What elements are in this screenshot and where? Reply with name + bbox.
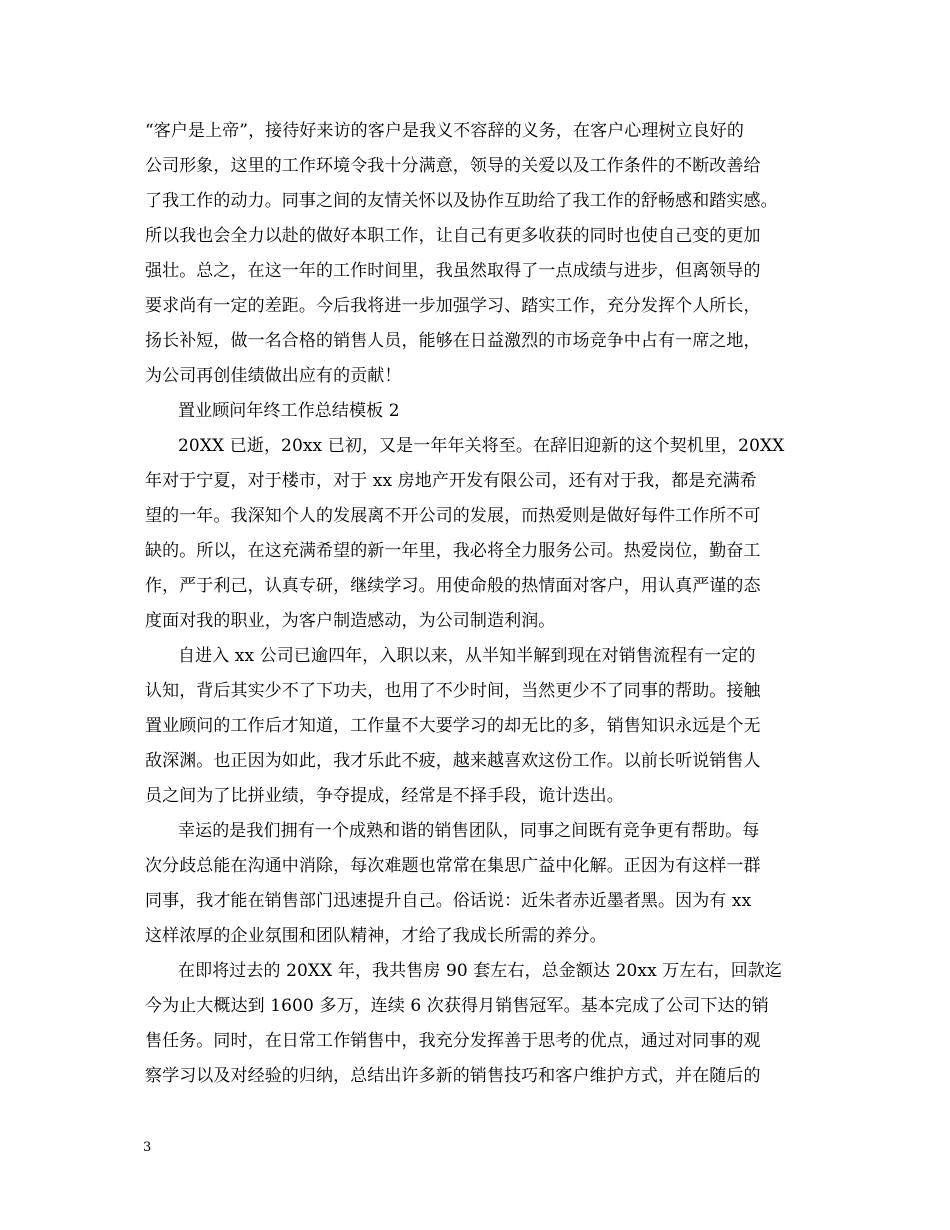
text-line: 察学习以及对经验的归纳，总结出许多新的销售技巧和客户维护方式，并在随后的 <box>145 1066 761 1086</box>
text-line: 强壮。总之，在这一年的工作时间里，我虽然取得了一点成绩与进步，但离领导的 <box>145 261 761 281</box>
text-line: “客户是上帝”，接待好来访的客户是我义不容辞的义务，在客户心理树立良好的 <box>145 121 744 141</box>
text-line: 在即将过去的 20XX 年，我共售房 90 套左右，总金额达 20xx 万左右，回款迄 <box>178 961 782 981</box>
page-number: 3 <box>143 1140 152 1155</box>
text-line: 次分歧总能在沟通中消除，每次难题也常常在集思广益中化解。正因为有这样一群 <box>145 856 761 876</box>
text-line: 缺的。所以，在这充满希望的新一年里，我必将全力服务公司。热爱岗位，勤奋工 <box>145 541 761 561</box>
text-line: 扬长补短，做一名合格的销售人员，能够在日益激烈的市场竞争中占有一席之地， <box>145 331 761 351</box>
text-line: 认知，背后其实少不了下功夫，也用了不少时间，当然更少不了同事的帮助。接触 <box>145 681 761 701</box>
text-line: 为公司再创佳绩做出应有的贡献！ <box>145 366 402 386</box>
text-line: 置业顾问的工作后才知道，工作量不大要学习的却无比的多，销售知识永远是个无 <box>145 716 761 736</box>
text-line: 今为止大概达到 1600 多万，连续 6 次获得月销售冠军。基本完成了公司下达的销 <box>145 996 769 1016</box>
text-line: 这样浓厚的企业氛围和团队精神，才给了我成长所需的养分。 <box>145 926 607 946</box>
text-line: 望的一年。我深知个人的发展离不开公司的发展，而热爱则是做好每件工作所不可 <box>145 506 761 526</box>
text-line: 公司形象，这里的工作环境令我十分满意，领导的关爱以及工作条件的不断改善给 <box>145 156 761 176</box>
text-line: 自进入 xx 公司已逾四年，入职以来，从半知半解到现在对销售流程有一定的 <box>178 646 756 666</box>
text-line: 了我工作的动力。同事之间的友情关怀以及协作互助给了我工作的舒畅感和踏实感。 <box>145 191 778 211</box>
text-line: 同事，我才能在销售部门迅速提升自己。俗话说：近朱者赤近墨者黑。因为有 xx <box>145 891 752 911</box>
text-line: 敌深渊。也正因为如此，我才乐此不疲，越来越喜欢这份工作。以前长听说销售人 <box>145 751 761 771</box>
text-line: 度面对我的职业，为客户制造感动，为公司制造利润。 <box>145 611 556 631</box>
text-line: 要求尚有一定的差距。今后我将进一步加强学习、踏实工作，充分发挥个人所长， <box>145 296 761 316</box>
text-line: 幸运的是我们拥有一个成熟和谐的销售团队，同事之间既有竞争更有帮助。每 <box>178 821 760 841</box>
text-line: 所以我也会全力以赴的做好本职工作，让自己有更多收获的同时也使自己变的更加 <box>145 226 761 246</box>
section-heading: 置业顾问年终工作总结模板 2 <box>178 401 400 421</box>
text-line: 员之间为了比拼业绩，争夺提成，经常是不择手段，诡计迭出。 <box>145 786 624 806</box>
text-line: 售任务。同时，在日常工作销售中，我充分发挥善于思考的优点，通过对同事的观 <box>145 1031 761 1051</box>
text-line: 作，严于利己，认真专研，继续学习。用使命般的热情面对客户，用认真严谨的态 <box>145 576 761 596</box>
text-line: 年对于宁夏，对于楼市，对于 xx 房地产开发有限公司，还有对于我，都是充满希 <box>145 471 757 491</box>
text-line: 20XX 已逝，20xx 已初，又是一年年关将至。在辞旧迎新的这个契机里，20XX <box>178 436 785 456</box>
